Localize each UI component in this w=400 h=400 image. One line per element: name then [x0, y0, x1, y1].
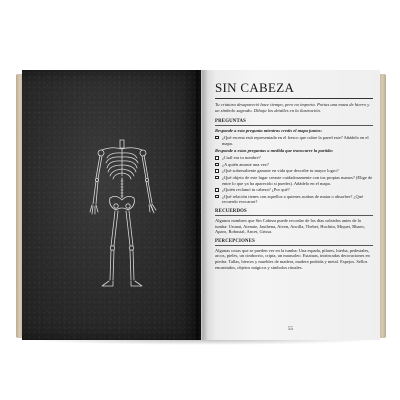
question-item	[215, 194, 373, 205]
question-text: ¿Qué sobresaliente ganaste en vida que describe tu mayor logro?	[222, 168, 339, 174]
section-heading-recuerdos: RECUERDOS	[215, 209, 373, 216]
intro-text: Tu criatura desapareció hace tiempo, pero no importa. Portas una maza de hierro y un símbolo sagrado. Dibuja los detalles en la ilustración.	[215, 102, 370, 113]
page-content	[215, 76, 373, 272]
question-item	[215, 135, 373, 146]
question-text: ¿A quién amaste una vez?	[222, 161, 269, 167]
subtitle-before-play: Responde a esta pregunta mientras creáis el mapa juntos:	[215, 128, 323, 133]
checkbox[interactable]	[215, 156, 219, 160]
book-gutter	[196, 70, 208, 340]
question-text: ¿Quién reclamó tu cabeza? ¿Por qué?	[222, 187, 290, 193]
open-book	[16, 70, 386, 340]
question-item	[215, 168, 373, 174]
checkbox[interactable]	[215, 195, 219, 199]
question-item	[215, 162, 373, 168]
checkbox[interactable]	[215, 188, 219, 192]
question-text: ¿Qué objeto de este lugar creaste cuidadosamente con tus propias manos? (Elige de entre lo que ya ha aparecido si puedes). Añádelo en el mapa.	[222, 174, 373, 186]
page-title: SIN CABEZA	[215, 80, 373, 99]
question-text: ¿Qué relación tienes con aquellos a quienes acabas de matar o absorber? ¿Qué recuerdo evocaron?	[222, 193, 363, 205]
question-item	[215, 175, 373, 186]
question-text: ¿Qué escena está representada en el fresco que cubre la pared este? Añádelo en el mapa.	[222, 135, 369, 146]
checkbox[interactable]	[215, 176, 219, 180]
left-page-illustration	[22, 70, 201, 340]
checkbox[interactable]	[215, 136, 219, 140]
page-number: 55	[288, 327, 293, 332]
question-item	[215, 155, 373, 161]
recuerdos-text: Algunos nombres que Sin Cabeza puede recordar de los días soleados antes de la tumba: Urunai, Atenate, Jauthena, Aiven, Ancilla, Thebet, Huchtin, Miquei, Rhaeo, Aparo, Robustal, Ancet, Grissa.	[215, 217, 365, 235]
checkbox[interactable]	[215, 163, 219, 167]
book-edge-right	[380, 74, 386, 338]
question-text: ¿Cuál era tu nombre?	[222, 155, 261, 161]
right-page	[201, 70, 380, 340]
section-heading-preguntas: PREGUNTAS	[215, 119, 373, 126]
percepciones-text: Algunas cosas que se pueden ver en la tumba: Una espada, pilares, hierba, pedestales, arcos, pieles, un cimborrio, cripta, un mausoleo. Estatuas, intrincadas decoraciones en piedra. Tallas, hierros y muebles de madera, madera podrida y metal. Espejos. Sellos encantados, objetos mágicos y símbolos rituales.	[215, 247, 370, 270]
question-item	[215, 187, 373, 193]
section-heading-percepciones: PERCEPCIONES	[215, 239, 373, 246]
checkbox[interactable]	[215, 169, 219, 173]
subtitle-during-play: Responde a estas preguntas a medida que transcurre la partida:	[215, 148, 334, 154]
skeleton-illustration	[80, 134, 164, 294]
